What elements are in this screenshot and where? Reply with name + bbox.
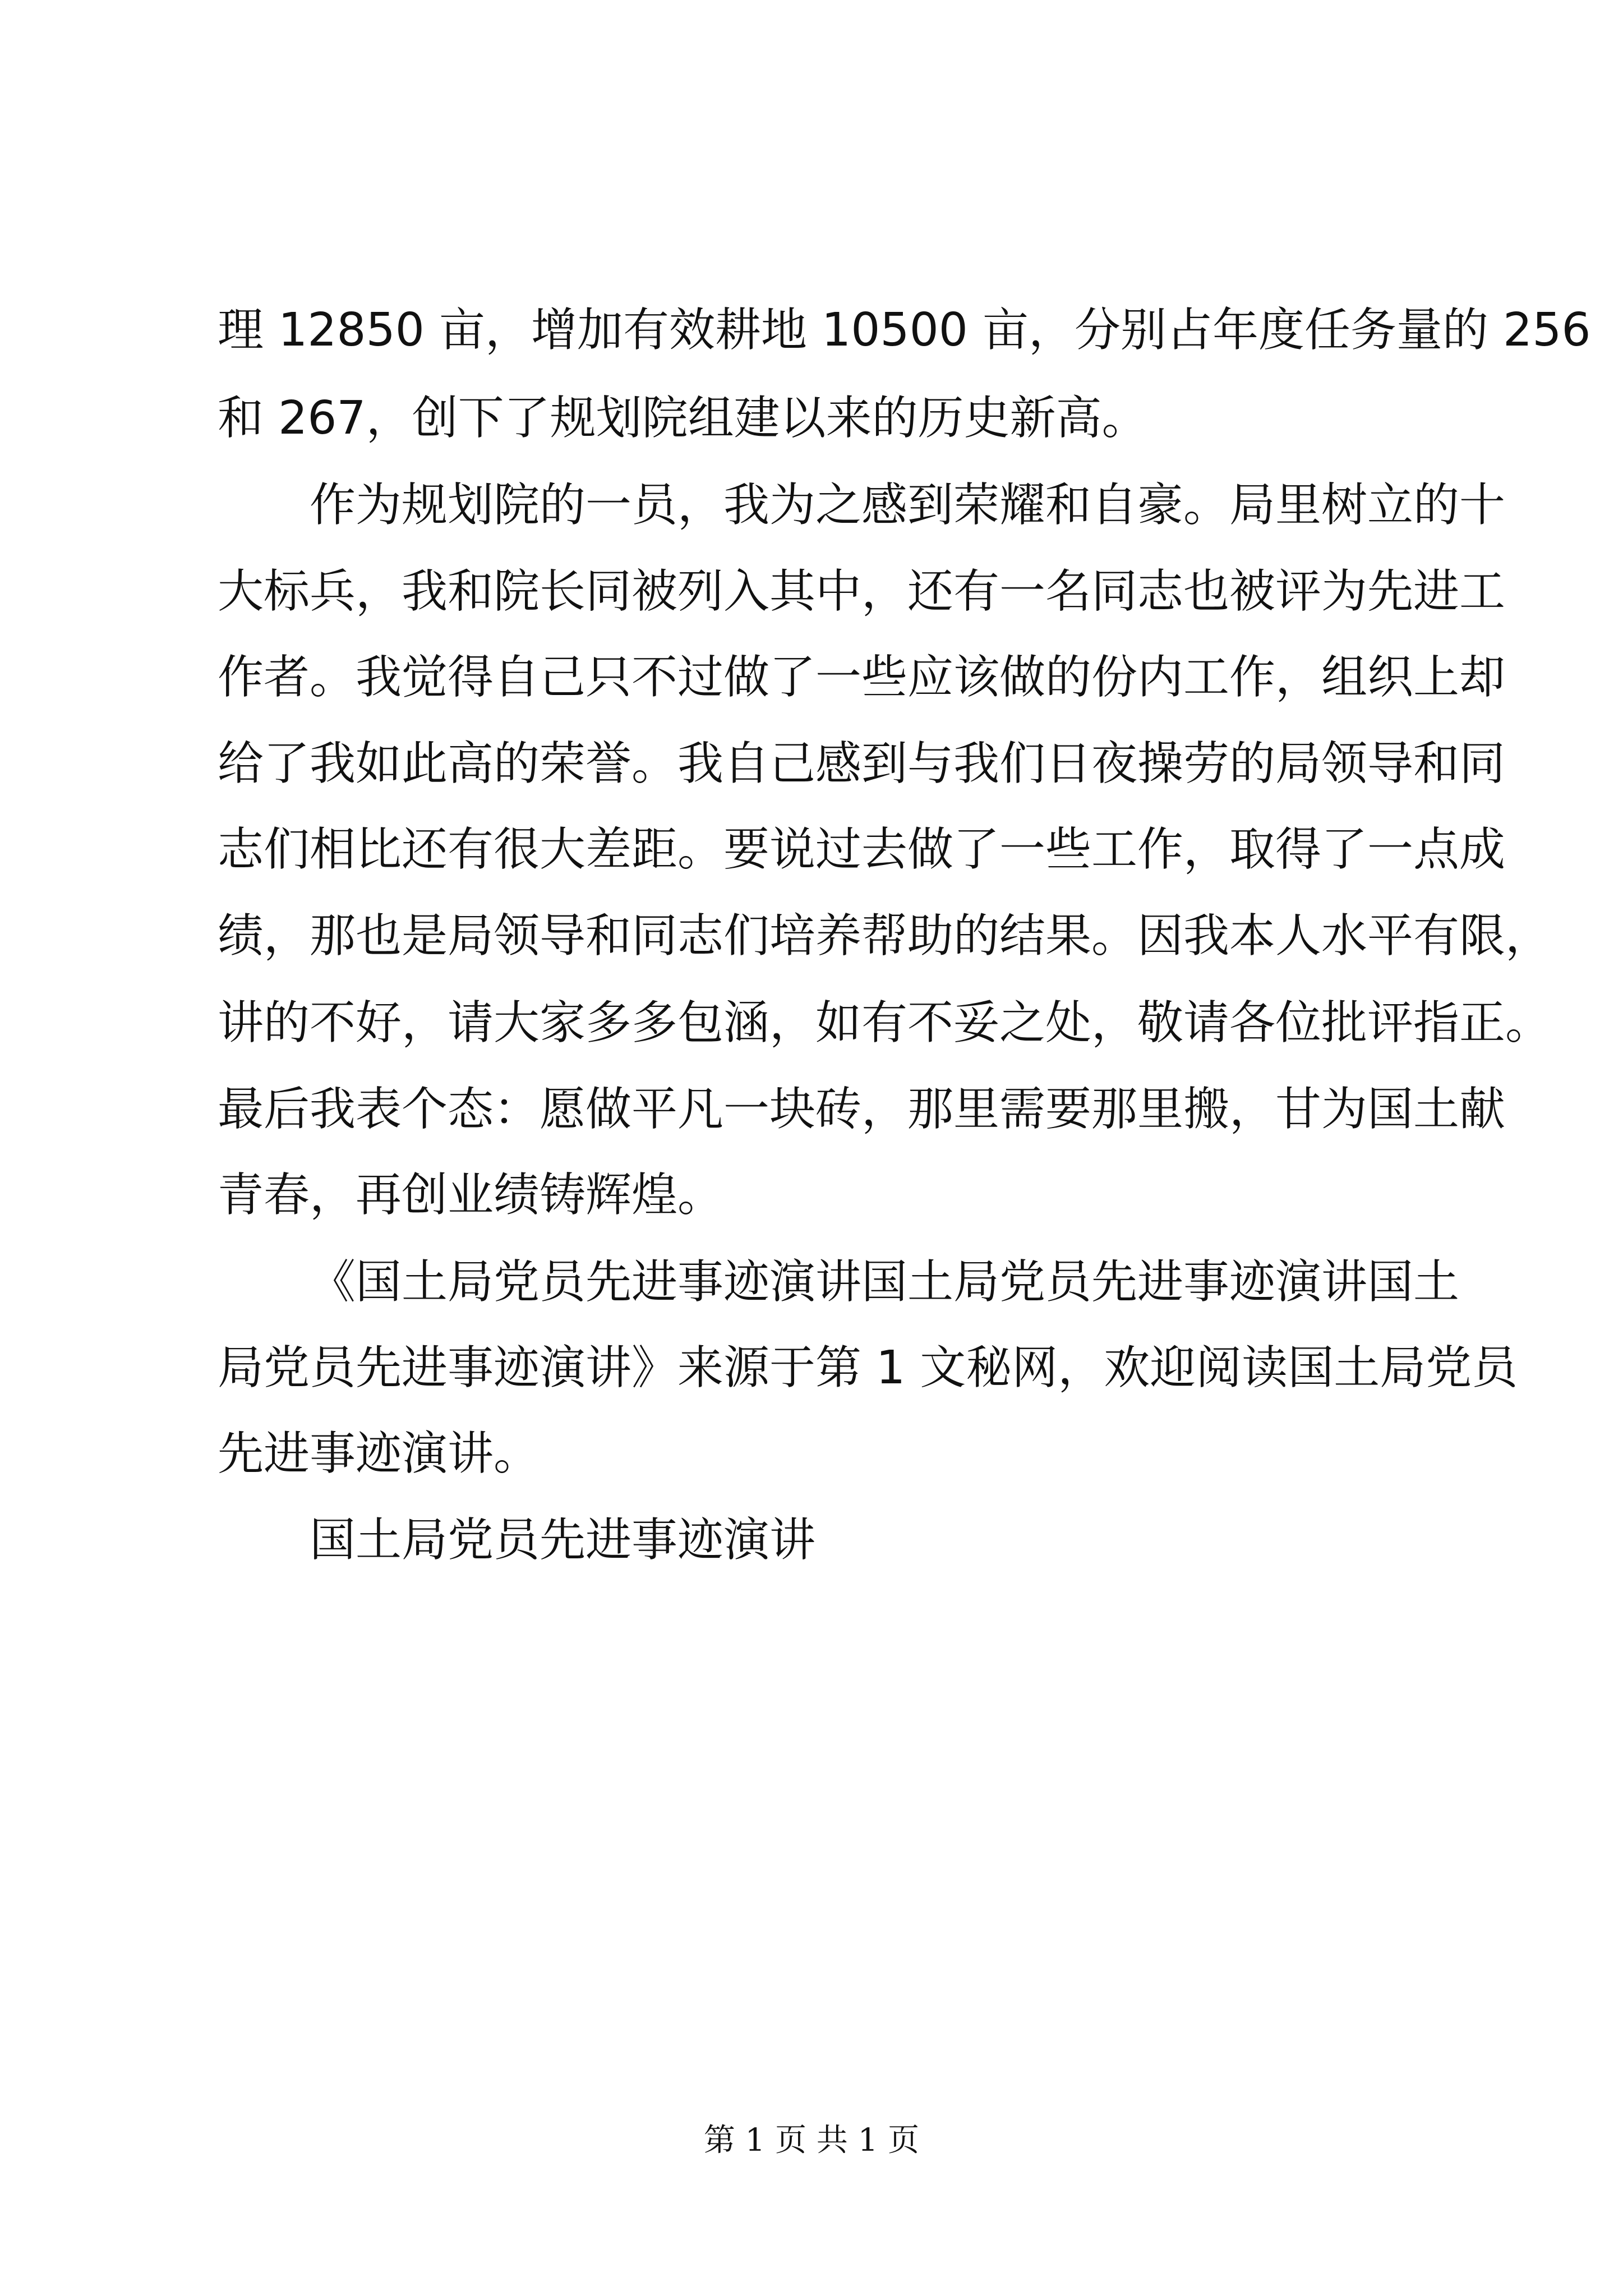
body-line-6: 给了我如此高的荣誉。我自己感到与我们日夜操劳的局领导和同 xyxy=(218,737,1506,790)
body-line-4: 大标兵，我和院长同被列入其中，还有一名同志也被评为先进工 xyxy=(218,565,1506,618)
body-line-9: 讲的不好，请大家多多包涵，如有不妥之处，敬请各位批评指正。 xyxy=(218,996,1552,1050)
body-line-11: 青春，再创业绩铸辉煌。 xyxy=(218,1168,724,1222)
body-line-3: 作为规划院的一员，我为之感到荣耀和自豪。局里树立的十 xyxy=(310,478,1506,532)
body-line-1: 理 12850 亩，增加有效耕地 10500 亩，分别占年度任务量的 256 xyxy=(218,303,1591,357)
body-line-8: 绩，那也是局领导和同志们培养帮助的结果。因我本人水平有限， xyxy=(218,909,1552,963)
page-number-footer: 第 1 页 共 1 页 xyxy=(703,2122,920,2159)
body-line-14: 先进事迹演讲。 xyxy=(218,1427,540,1480)
body-line-15: 国土局党员先进事迹演讲 xyxy=(310,1513,816,1567)
body-line-13: 局党员先进事迹演讲》来源于第 1 文秘网，欢迎阅读国土局党员 xyxy=(218,1341,1518,1395)
body-line-7: 志们相比还有很大差距。要说过去做了一些工作，取得了一点成 xyxy=(218,823,1506,876)
body-line-12: 《国土局党员先进事迹演讲国土局党员先进事迹演讲国土 xyxy=(310,1255,1460,1309)
body-line-10: 最后我表个态：愿做平凡一块砖，那里需要那里搬，甘为国土献 xyxy=(218,1083,1506,1136)
body-line-2: 和 267，创下了规划院组建以来的历史新高。 xyxy=(218,392,1148,445)
body-line-5: 作者。我觉得自己只不过做了一些应该做的份内工作，组织上却 xyxy=(218,651,1506,704)
